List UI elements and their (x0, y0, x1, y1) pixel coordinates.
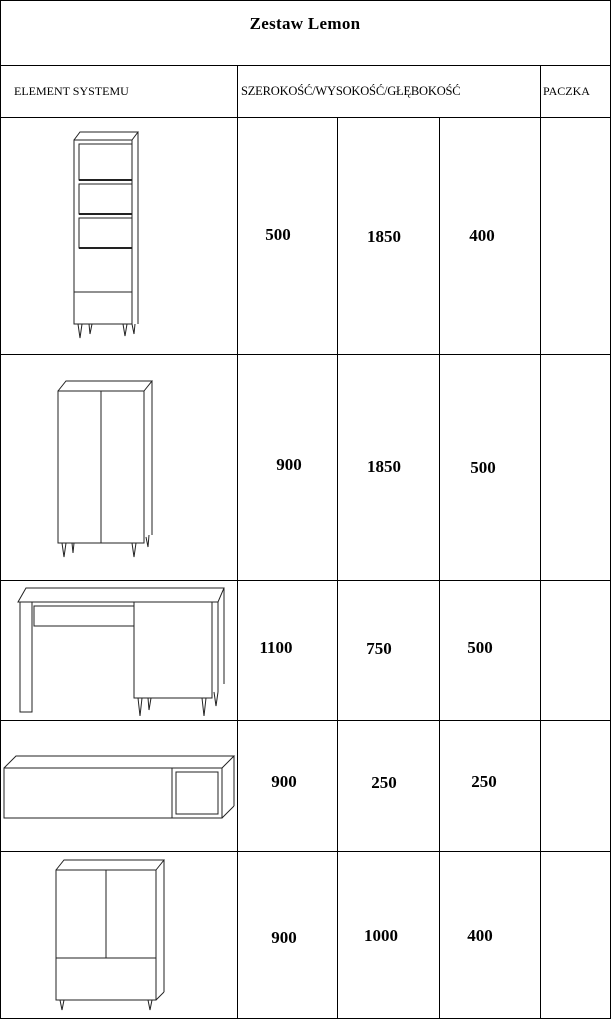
column-divider (439, 117, 440, 1019)
row-divider (0, 580, 611, 581)
title-divider (0, 65, 611, 66)
row-divider (0, 851, 611, 852)
width-cell: 900 (271, 772, 297, 791)
width-cell: 1100 (259, 638, 293, 657)
width-cell: 500 (265, 225, 291, 244)
column-divider (540, 65, 541, 1019)
height-cell: 1850 (367, 227, 401, 246)
depth-cell: 500 (467, 638, 493, 657)
table-border-right (610, 0, 611, 1019)
cabinet-icon (50, 856, 168, 1012)
table-border-left (0, 0, 1, 1019)
width-cell: 900 (276, 455, 302, 474)
wall-shelf-icon (2, 752, 238, 822)
depth-cell: 250 (471, 772, 497, 791)
height-cell: 1000 (364, 926, 398, 945)
bookcase-icon (68, 128, 144, 346)
wardrobe-icon (52, 377, 156, 559)
desk-icon (14, 584, 228, 722)
height-cell: 1850 (367, 457, 401, 476)
table-border-bottom (0, 1018, 611, 1019)
depth-cell: 500 (470, 458, 496, 477)
table-border-top (0, 0, 611, 1)
depth-cell: 400 (469, 226, 495, 245)
column-divider (237, 65, 238, 1019)
table-title: Zestaw Lemon (249, 14, 361, 33)
width-cell: 900 (271, 928, 297, 947)
row-divider (0, 354, 611, 355)
depth-cell: 400 (467, 926, 493, 945)
header-divider (0, 117, 611, 118)
height-cell: 250 (371, 773, 397, 792)
height-cell: 750 (366, 639, 392, 658)
column-divider (337, 117, 338, 1019)
header-dimensions: SZEROKOŚĆ/WYSOKOŚĆ/GŁĘBOKOŚĆ (241, 84, 461, 98)
header-package: PACZKA (543, 84, 590, 98)
header-element: ELEMENT SYSTEMU (14, 84, 129, 98)
